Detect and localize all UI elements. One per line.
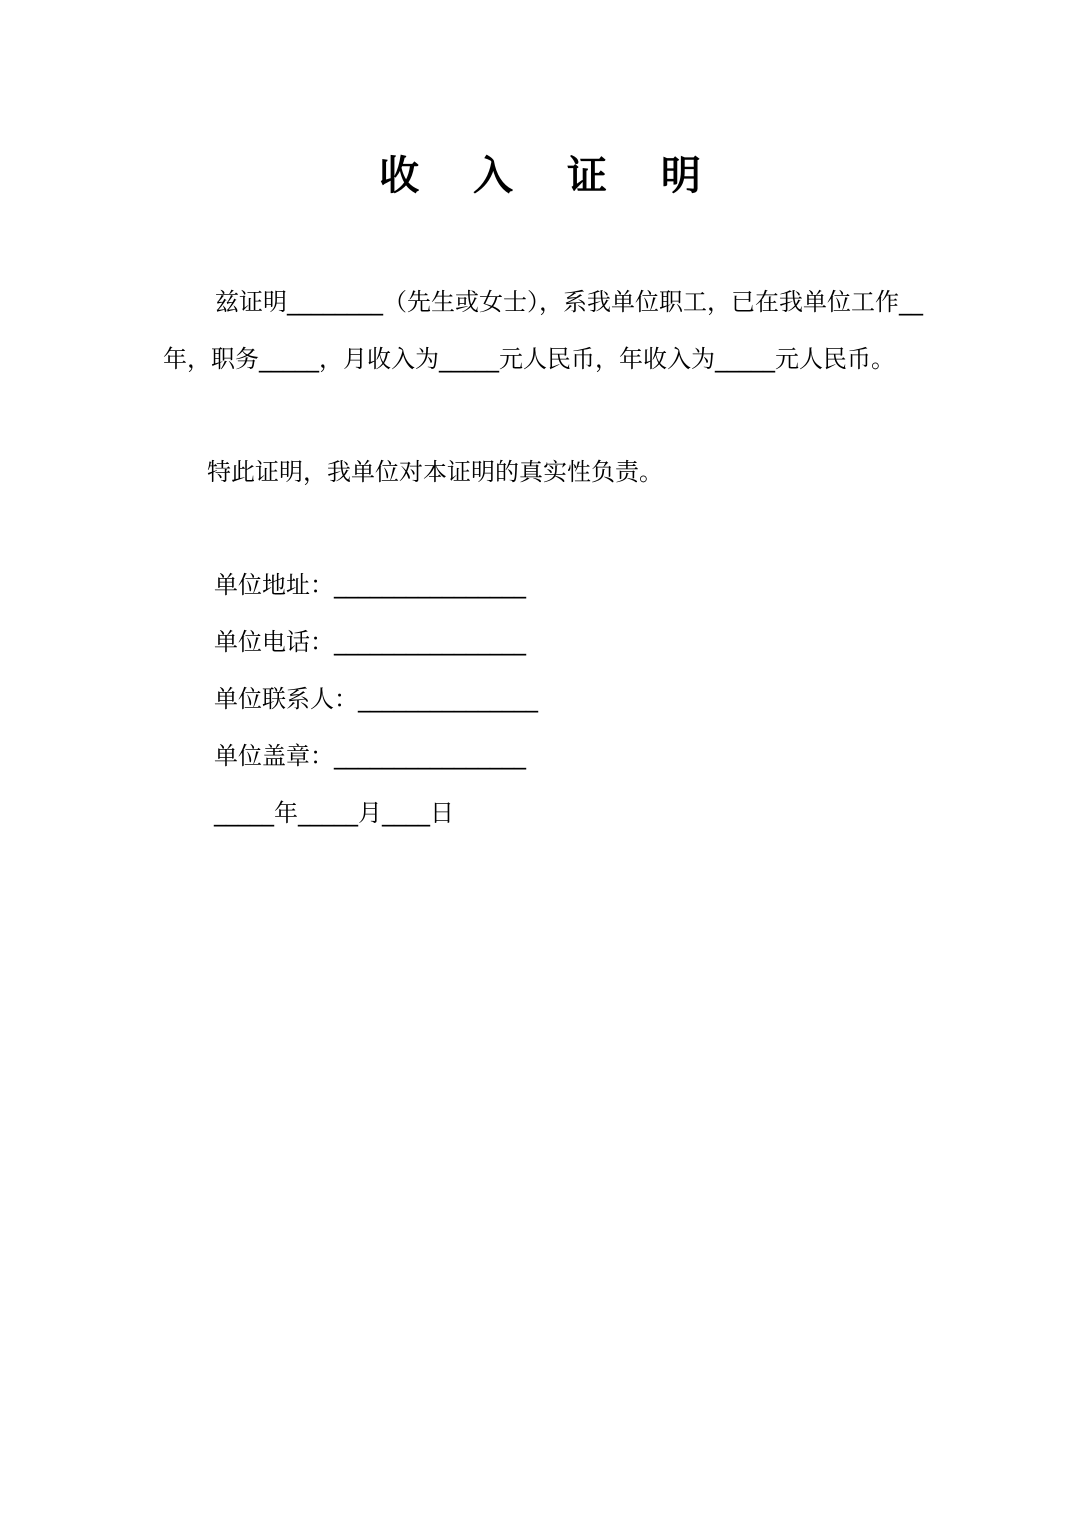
certification-paragraph: 兹证明________（先生或女士），系我单位职工，已在我单位工作__年，职务_____，月收入为_____元人民币，年收入为_____元人民币。 xyxy=(163,288,923,373)
document-title: 收 入 证 明 xyxy=(379,153,721,199)
company-seal-field: 单位盖章：________________ xyxy=(214,742,526,770)
date-field: _____年_____月____日 xyxy=(214,799,454,827)
company-phone-field: 单位电话：________________ xyxy=(214,628,526,656)
company-address-field: 单位地址：________________ xyxy=(214,571,526,599)
responsibility-statement: 特此证明，我单位对本证明的真实性负责。 xyxy=(207,458,663,486)
company-contact-field: 单位联系人：_______________ xyxy=(214,685,538,713)
